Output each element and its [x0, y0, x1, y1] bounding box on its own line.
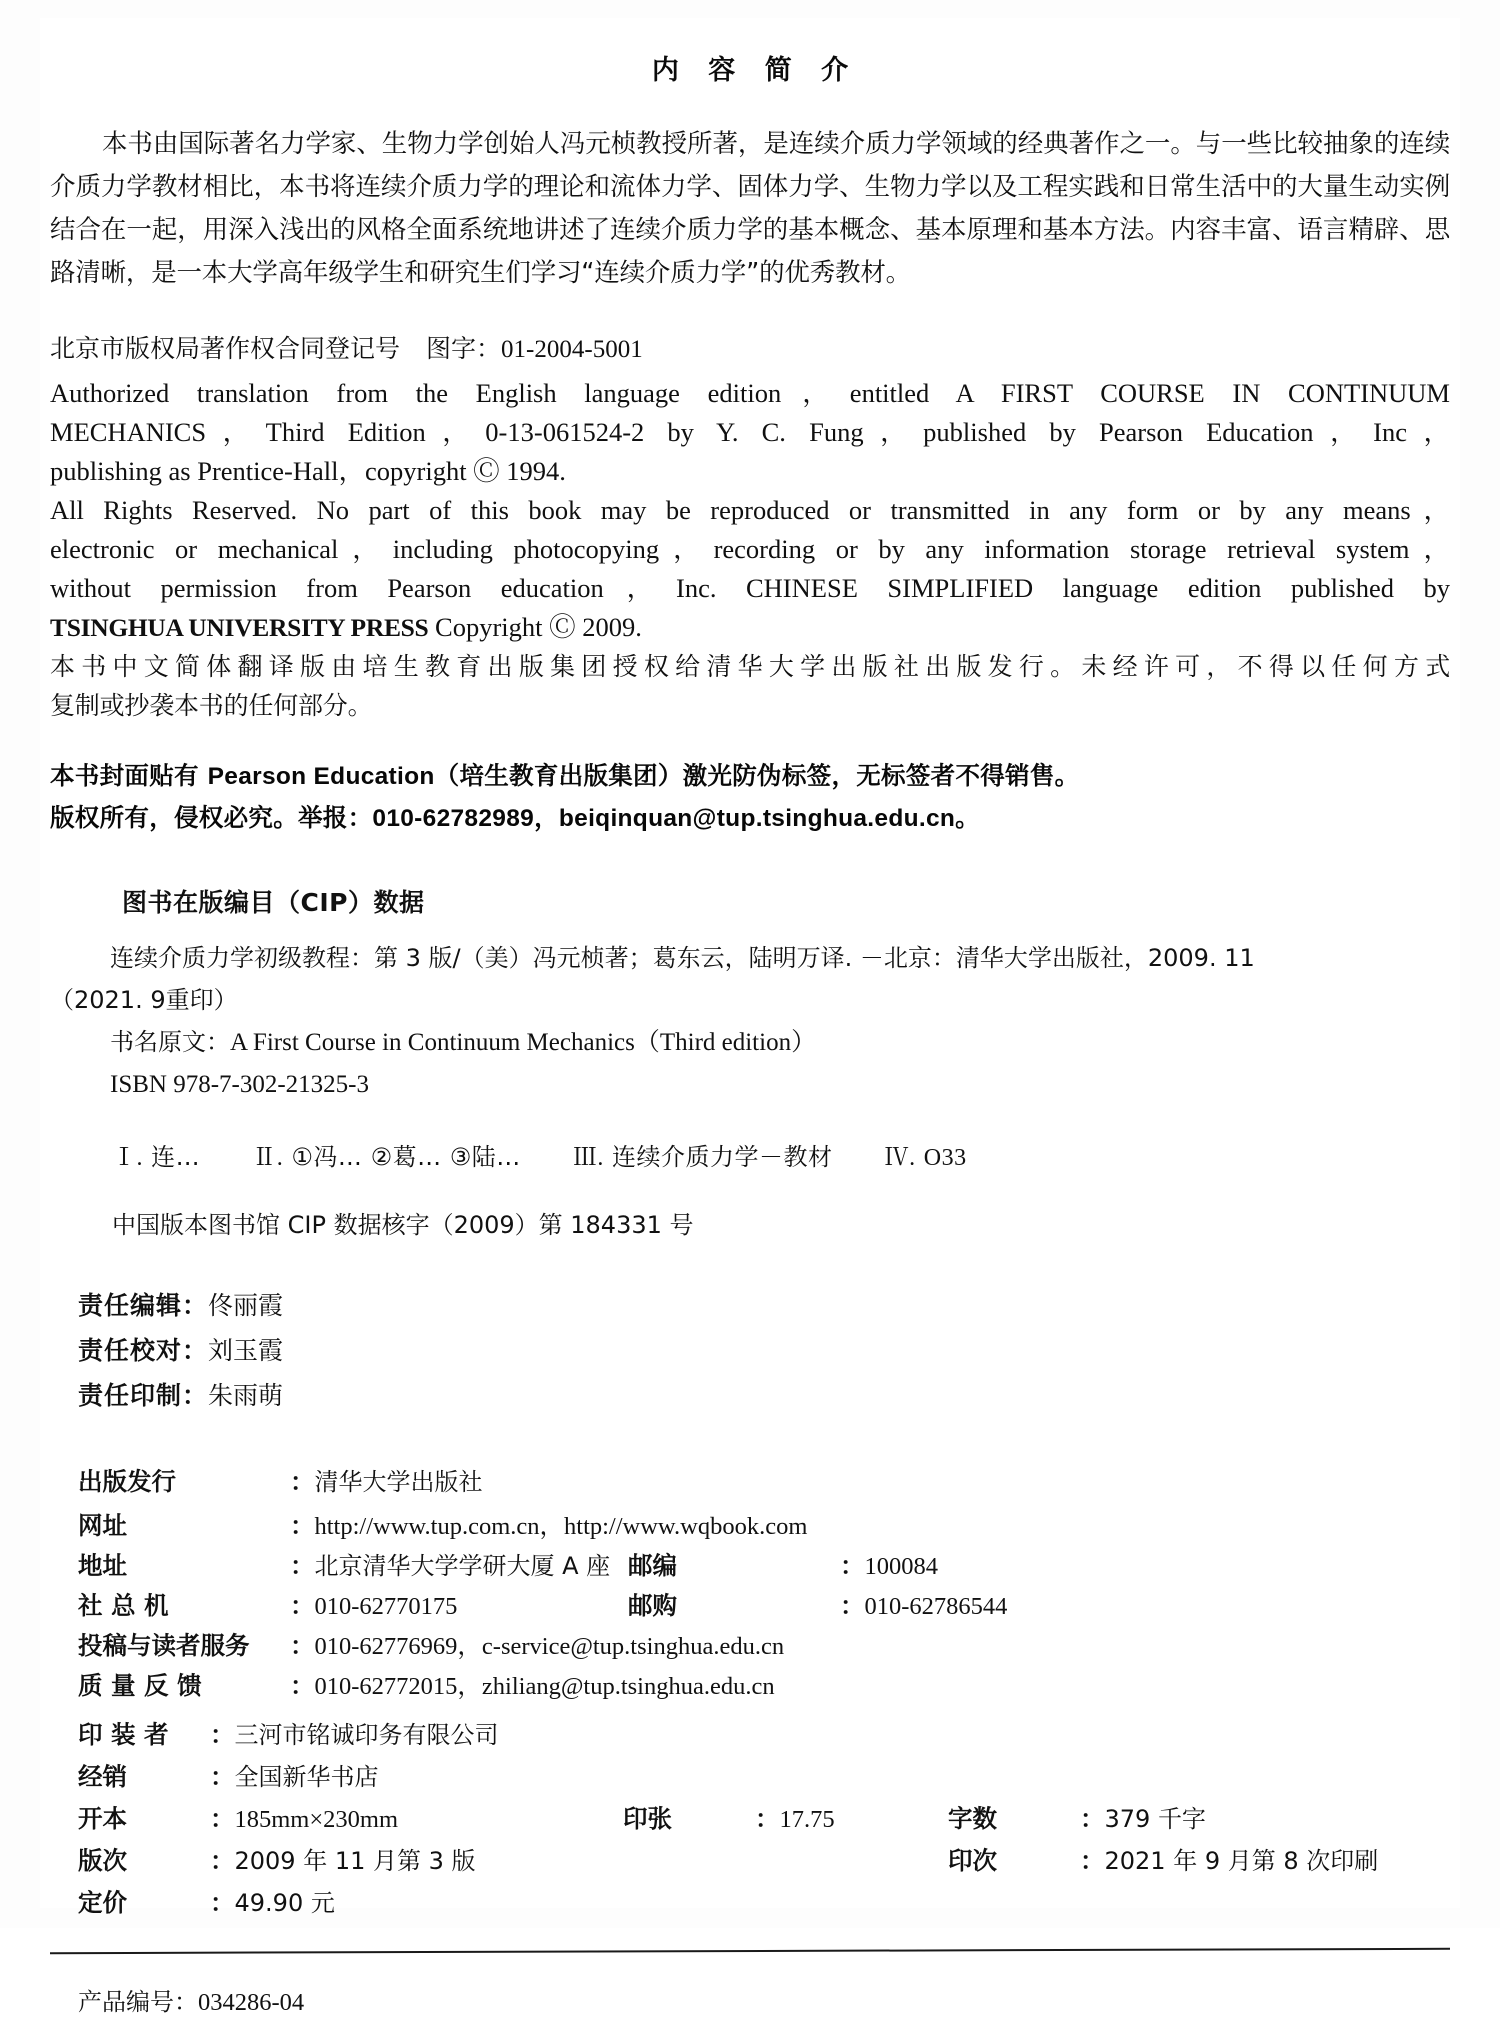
staff-value: 刘玉霞 [208, 1336, 284, 1365]
legal-line: Authorized translation from the English language edition，entitled A FIRST COURSE IN CONTINUUM [50, 378, 1450, 408]
report-phone: 010-62782989 [372, 805, 535, 832]
staff-label: 责任校对： [78, 1336, 209, 1365]
legal-line: All Rights Reserved. No part of this book may be reproduced or transmitted in any form or by any means， [50, 495, 1450, 525]
cip-entry [50, 937, 1450, 1106]
staff-value: 朱雨萌 [208, 1381, 284, 1410]
staff-row [78, 1375, 1460, 1420]
notice-end: 。 [955, 803, 980, 832]
rights-reserved-text: 版权所有，侵权必究。举报： [50, 803, 373, 832]
notice-line-1 [50, 755, 1450, 797]
cip-class-roman: Ⅱ. [252, 1145, 284, 1171]
cip-cn-number: 中国版本图书馆 CIP 数据核字（2009）第 184331 号 [112, 1211, 694, 1239]
product-code-row [78, 1982, 1460, 2017]
cip-class-roman: Ⅳ. [884, 1145, 916, 1171]
notice-post: （培生教育出版集团）激光防伪标签，无标签者不得销售。 [434, 761, 1080, 790]
cip-class-text: 连… [151, 1143, 201, 1171]
cip-class-roman: Ⅲ. [572, 1145, 604, 1171]
product-code-value: 034286-04 [198, 1989, 305, 2016]
reader-service-value: 010-62776969，c-service@tup.tsinghua.edu.cn [314, 1633, 785, 1660]
tsinghua-press-name: TSINGHUA UNIVERSITY PRESS [50, 613, 429, 642]
publisher-block [78, 1462, 1460, 1706]
format-value: 185mm×230mm [234, 1806, 399, 1833]
staff-value: 佟丽霞 [208, 1291, 284, 1320]
horizontal-divider [50, 1948, 1450, 1954]
cip-heading: 图书在版编目（CIP）数据 [122, 888, 425, 917]
printer-row [78, 1714, 1460, 1756]
publisher-reader-service-row [78, 1626, 1460, 1666]
legal-cn-line: 本书中文简体翻译版由培生教育出版集团授权给清华大学出版社出版发行。未经许可，不得以任何方式 [50, 652, 1450, 681]
notice-separator: ， [534, 803, 559, 832]
page-sheet [40, 18, 1460, 2016]
mail-order-value: 010-62786544 [864, 1593, 1008, 1620]
quality-feedback-label: 质 量 反 馈 ： [78, 1671, 315, 1700]
impression-value: 2021 年 9 月第 8 次印刷 [1104, 1847, 1379, 1875]
printer-value: 三河市铭诚印务有限公司 [234, 1721, 499, 1749]
website-label: 网址 ： [78, 1511, 315, 1540]
legal-notice-block [50, 374, 1450, 725]
postcode-label: 邮编 ： [628, 1551, 865, 1580]
tsinghua-copyright-line [50, 608, 1450, 647]
price-label: 定价 ： [78, 1888, 235, 1917]
legal-line: publishing as Prentice-Hall，copyright Ⓒ 1994. [50, 456, 566, 486]
edition-label: 版次 ： [78, 1846, 235, 1875]
quality-feedback-value: 010-62772015，zhiliang@tup.tsinghua.edu.cn [314, 1673, 775, 1700]
distributor-label: 经销 ： [78, 1762, 235, 1791]
staff-credits [78, 1285, 1460, 1420]
staff-row [78, 1285, 1460, 1330]
pearson-education-label: Pearson Education [207, 763, 435, 790]
original-title-value: A First Course in Continuum Mechanics（Third edition） [230, 1029, 817, 1056]
impression-label: 印次 ： [948, 1846, 1105, 1875]
switchboard-label: 社 总 机 ： [78, 1591, 315, 1620]
mail-order-label: 邮购 ： [628, 1591, 865, 1620]
format-row [78, 1798, 1460, 1840]
cip-class-roman: Ⅰ. [112, 1145, 143, 1171]
cip-original-title-row [50, 1021, 1450, 1064]
registration-prefix: 图字 [426, 334, 477, 363]
price-value: 49.90 元 [234, 1889, 335, 1917]
address-label: 地址 ： [78, 1551, 315, 1580]
abstract-paragraph: 本书由国际著名力学家、生物力学创始人冯元桢教授所著，是连续介质力学领域的经典著作之一。与一些比较抽象的连续介质力学教材相比，本书将连续介质力学的理论和流体力学、固体力学、生物力学以及工程实践和日常生活中的大量生动实例结合在一起，用深入浅出的风格全面系统地讲述了连续介质力学的基本概念、基本原理和基本方法。内容丰富、语言精辟、思路清晰，是一本大学高年级学生和研究生们学习“连续介质力学”的优秀教材。 [50, 129, 1450, 288]
page-title: 内 容 简 介 [651, 55, 859, 86]
registration-label: 北京市版权局著作权合同登记号 [50, 334, 401, 363]
format-label: 开本 ： [78, 1804, 235, 1833]
staff-label: 责任编辑： [78, 1291, 209, 1320]
publisher-issue-value: 清华大学出版社 [314, 1468, 483, 1496]
staff-row [78, 1330, 1460, 1375]
publisher-address-row [78, 1546, 1460, 1586]
website-value: http://www.tup.com.cn，http://www.wqbook.com [314, 1513, 808, 1540]
tsinghua-copyright-rest: Copyright Ⓒ 2009. [428, 612, 642, 642]
switchboard-value: 010-62770175 [314, 1593, 458, 1620]
postcode-value: 100084 [864, 1553, 938, 1580]
cip-class-text: O33 [923, 1145, 967, 1171]
words-label: 字数 ： [948, 1804, 1105, 1833]
words-value: 379 千字 [1104, 1805, 1206, 1833]
staff-label: 责任印制： [78, 1381, 209, 1410]
edition-row [78, 1840, 1460, 1882]
anti-counterfeit-notice [50, 755, 1450, 839]
publisher-website-row [78, 1506, 1460, 1546]
report-email: beiqinquan@tup.tsinghua.edu.cn [558, 805, 956, 832]
legal-cn-line: 复制或抄袭本书的任何部分。 [50, 691, 373, 720]
cip-class-text: 连续介质力学－教材 [612, 1143, 833, 1171]
price-row [78, 1882, 1460, 1924]
original-title-label: 书名原文： [110, 1028, 230, 1056]
distributor-row [78, 1756, 1460, 1798]
printer-label: 印 装 者 ： [78, 1720, 235, 1749]
copyright-registration-line: 北京市版权局著作权合同登记号 图字：01-2004-5001 [50, 334, 643, 363]
publisher-issue-label: 出版发行 ： [78, 1467, 315, 1496]
isbn: ISBN 978-7-302-21325-3 [110, 1071, 370, 1098]
cip-class-text: ①冯… ②葛… ③陆… [291, 1143, 521, 1171]
registration-number: 01-2004-5001 [501, 336, 643, 363]
printing-specs [78, 1714, 1460, 1924]
legal-line: without permission from Pearson education，Inc. CHINESE SIMPLIFIED language edition published by [50, 573, 1450, 603]
sheets-value: 17.75 [779, 1806, 835, 1833]
product-code-label: 产品编号： [78, 1988, 198, 2016]
cip-classification [112, 1136, 1460, 1179]
notice-line-2 [50, 797, 1450, 839]
cip-entry-line-1: 连续介质力学初级教程：第 3 版/（美）冯元桢著；葛东云，陆明万译. －北京：清华大学出版社，2009. 11 [110, 944, 1255, 972]
edition-value: 2009 年 11 月第 3 版 [234, 1847, 476, 1875]
reader-service-label: 投稿与读者服务 ： [78, 1631, 315, 1660]
notice-pre: 本书封面贴有 [50, 761, 208, 790]
publisher-switchboard-row [78, 1586, 1460, 1626]
legal-line: MECHANICS，Third Edition，0-13-061524-2 by Y. C. Fung，published by Pearson Education，Inc， [50, 417, 1450, 447]
address-value: 北京清华大学学研大厦 A 座 [314, 1552, 611, 1580]
sheets-label: 印张 ： [623, 1804, 780, 1833]
distributor-value: 全国新华书店 [234, 1763, 379, 1791]
publisher-issue-row [78, 1462, 1460, 1506]
cip-entry-line-2: （2021. 9重印） [50, 986, 238, 1014]
publisher-quality-feedback-row [78, 1666, 1460, 1706]
legal-line: electronic or mechanical，including photocopying，recording or by any information storage retrieval system， [50, 534, 1450, 564]
